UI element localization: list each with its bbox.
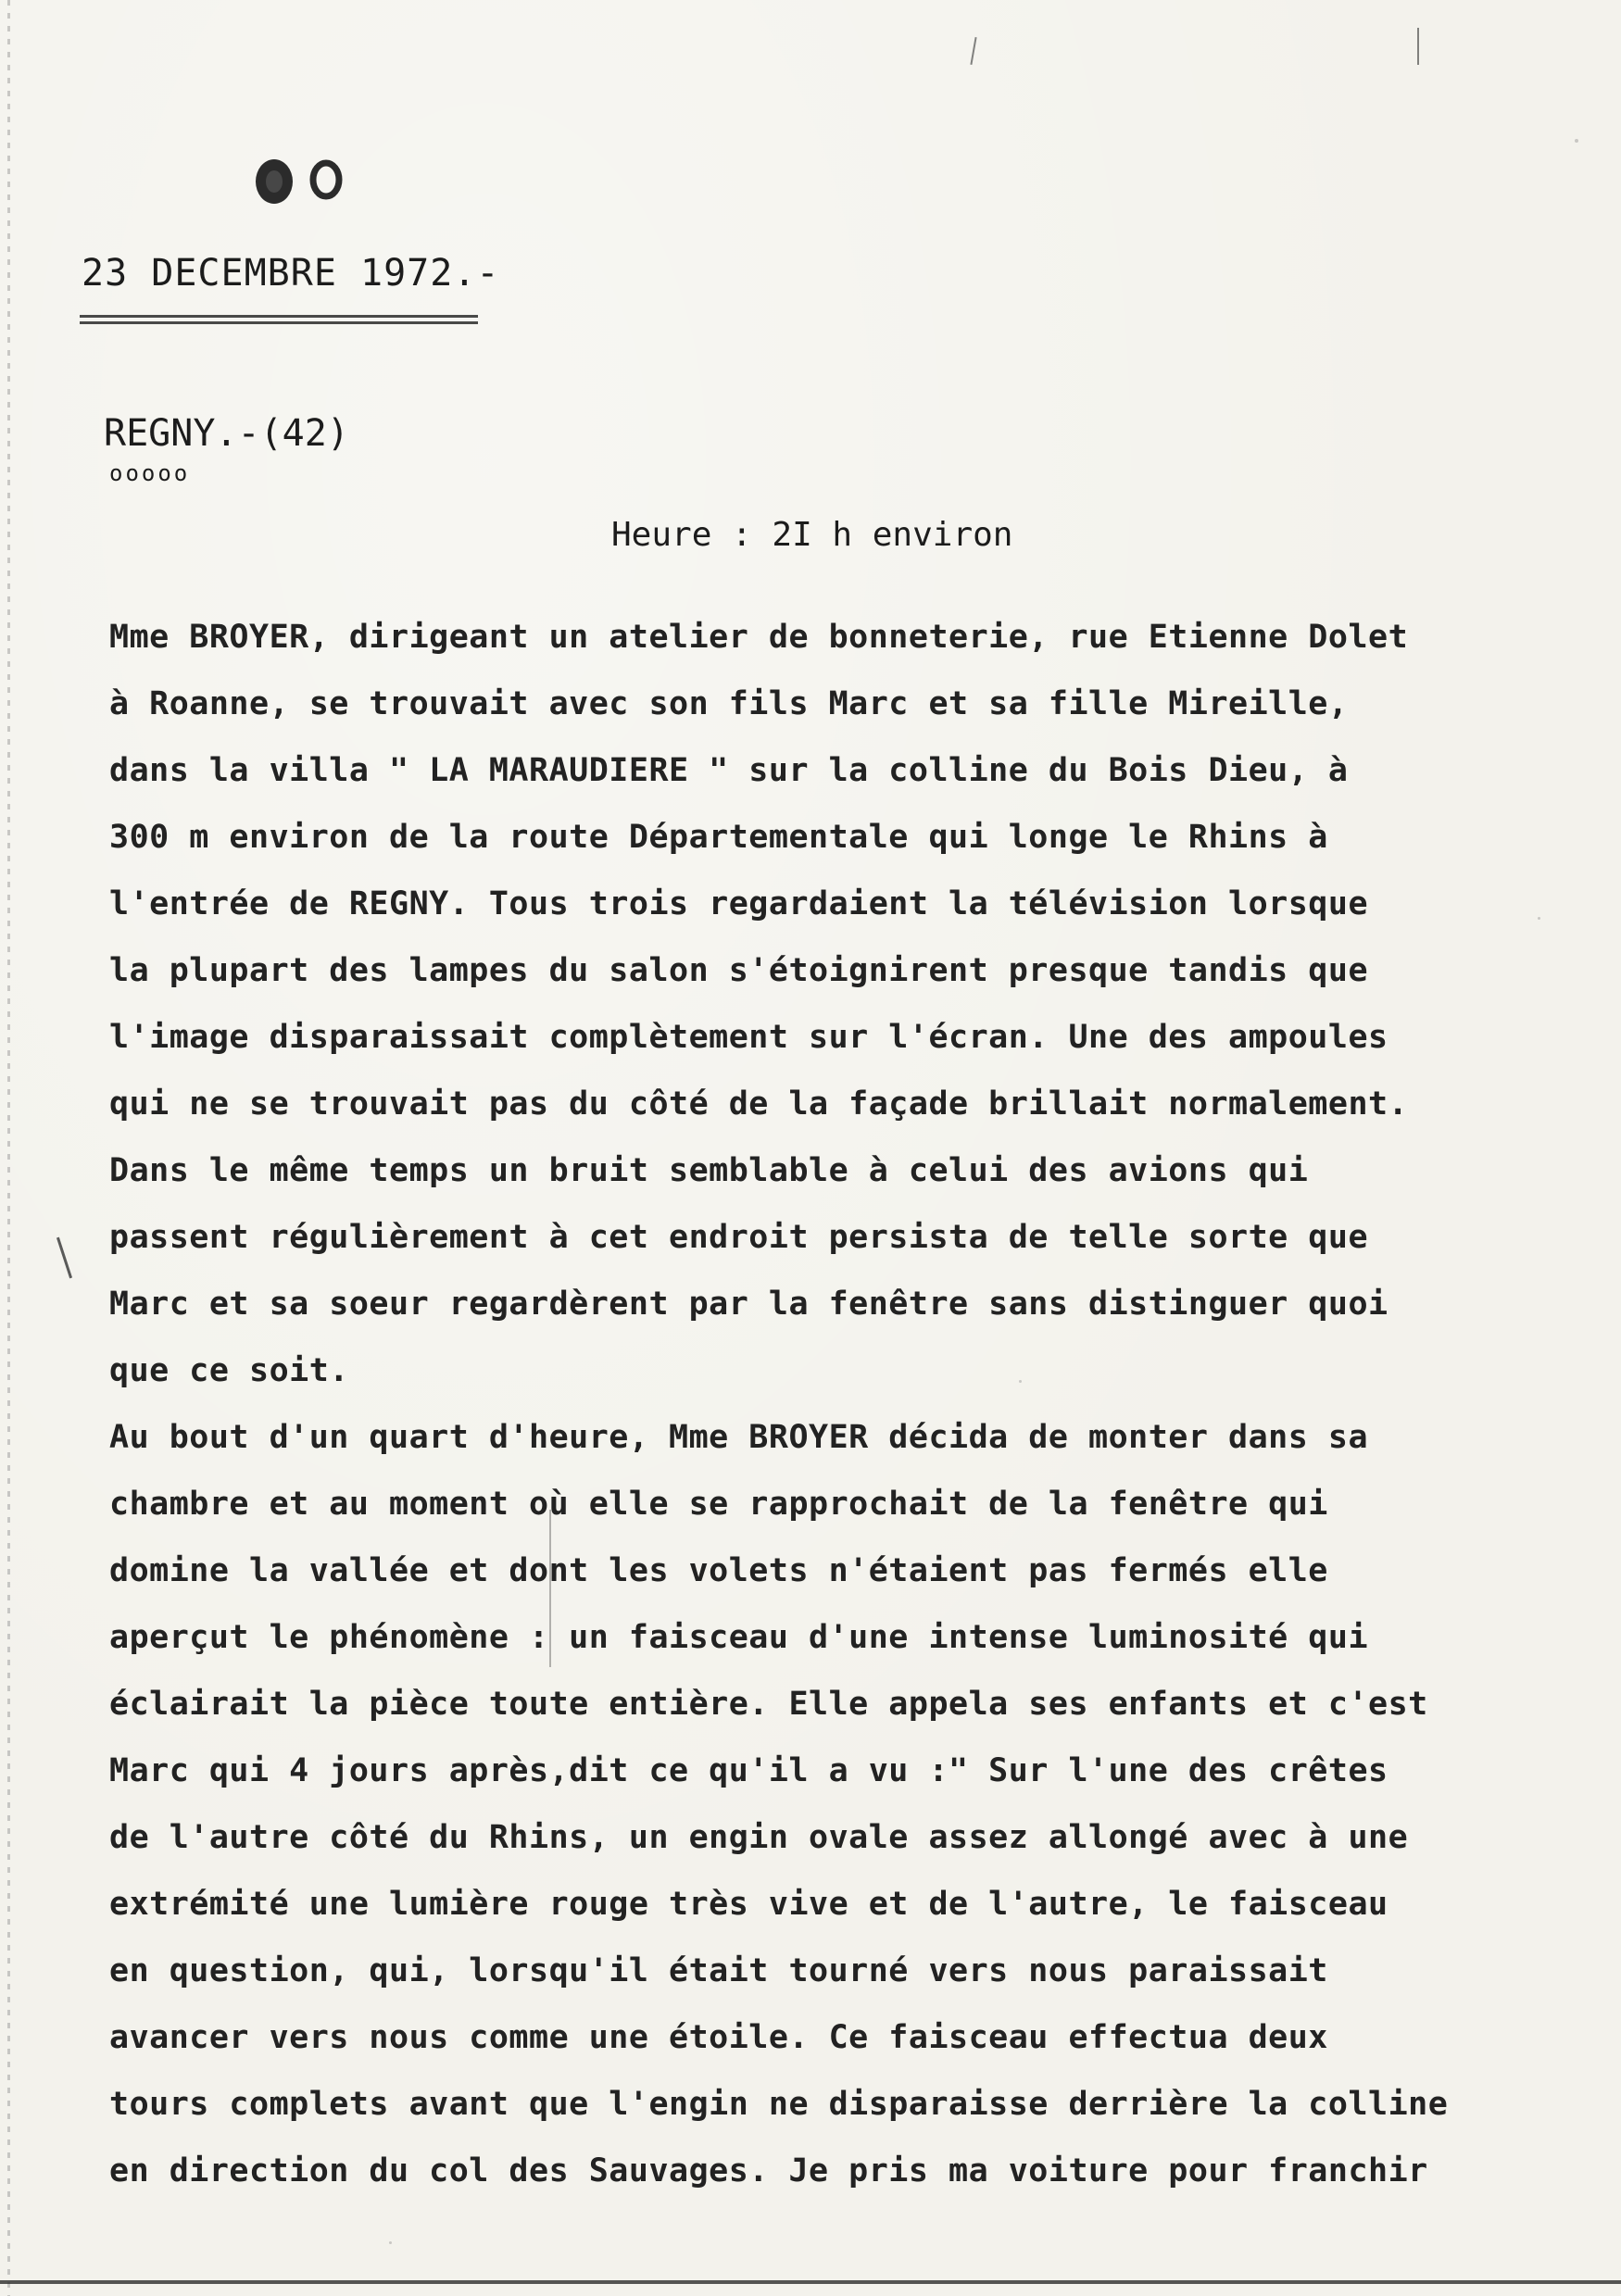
scan-mark bbox=[549, 1510, 551, 1667]
body-line: en question, qui, lorsqu'il était tourné vers nous paraissait bbox=[109, 1952, 1328, 1989]
body-line: chambre et au moment où elle se rapprochait de la fenêtre qui bbox=[109, 1486, 1328, 1523]
scan-mark bbox=[970, 37, 976, 65]
body-line: de l'autre côté du Rhins, un engin ovale assez allongé avec à une bbox=[109, 1819, 1409, 1856]
scan-speck bbox=[1575, 139, 1578, 143]
body-line: la plupart des lampes du salon s'étoignirent presque tandis que bbox=[109, 952, 1369, 989]
scan-left-edge bbox=[7, 0, 10, 2296]
time-heading: Heure : 2I h environ bbox=[611, 516, 1013, 554]
body-line: Au bout d'un quart d'heure, Mme BROYER décida de monter dans sa bbox=[109, 1419, 1369, 1456]
body-line: tours complets avant que l'engin ne disparaisse derrière la colline bbox=[109, 2086, 1449, 2123]
pen-mark bbox=[57, 1237, 72, 1279]
body-line: extrémité une lumière rouge très vive et de l'autre, le faisceau bbox=[109, 1886, 1389, 1923]
body-line: aperçut le phénomène : un faisceau d'une intense luminosité qui bbox=[109, 1619, 1369, 1656]
body-line: dans la villa " LA MARAUDIERE " sur la colline du Bois Dieu, à bbox=[109, 752, 1349, 789]
body-line: à Roanne, se trouvait avec son fils Marc et sa fille Mireille, bbox=[109, 685, 1349, 722]
body-line: éclairait la pièce toute entière. Elle appela ses enfants et c'est bbox=[109, 1686, 1428, 1723]
body-line: domine la vallée et dont les volets n'étaient pas fermés elle bbox=[109, 1552, 1328, 1589]
body-line: avancer vers nous comme une étoile. Ce faisceau effectua deux bbox=[109, 2019, 1328, 2056]
body-line: passent régulièrement à cet endroit persista de telle sorte que bbox=[109, 1219, 1369, 1256]
body-line: en direction du col des Sauvages. Je pris ma voiture pour franchir bbox=[109, 2152, 1428, 2189]
date-double-underline bbox=[80, 315, 478, 328]
body-line: l'image disparaissait complètement sur l'écran. Une des ampoules bbox=[109, 1019, 1389, 1056]
scan-speck bbox=[389, 2241, 392, 2244]
body-line: Mme BROYER, dirigeant un atelier de bonneterie, rue Etienne Dolet bbox=[109, 619, 1409, 656]
body-line: 300 m environ de la route Départementale qui longe le Rhins à bbox=[109, 819, 1328, 856]
body-line: que ce soit. bbox=[109, 1352, 349, 1389]
scan-speck bbox=[1538, 917, 1540, 920]
scan-bottom-edge bbox=[0, 2280, 1621, 2284]
scan-speck bbox=[1019, 1380, 1022, 1383]
body-line: Dans le même temps un bruit semblable à celui des avions qui bbox=[109, 1152, 1309, 1189]
body-line: Marc qui 4 jours après,dit ce qu'il a vu :" Sur l'une des crêtes bbox=[109, 1752, 1389, 1789]
location-heading: REGNY.-(42) bbox=[104, 412, 349, 455]
scan-mark bbox=[1417, 28, 1419, 65]
body-line: qui ne se trouvait pas du côté de la façade brillait normalement. bbox=[109, 1085, 1409, 1123]
body-line: l'entrée de REGNY. Tous trois regardaient la télévision lorsque bbox=[109, 885, 1369, 922]
ink-blot-marks bbox=[250, 156, 352, 207]
location-underline-marks: ooooo bbox=[109, 460, 191, 486]
body-line: Marc et sa soeur regardèrent par la fenêtre sans distinguer quoi bbox=[109, 1286, 1389, 1323]
document-date: 23 DECEMBRE 1972.- bbox=[82, 252, 500, 295]
